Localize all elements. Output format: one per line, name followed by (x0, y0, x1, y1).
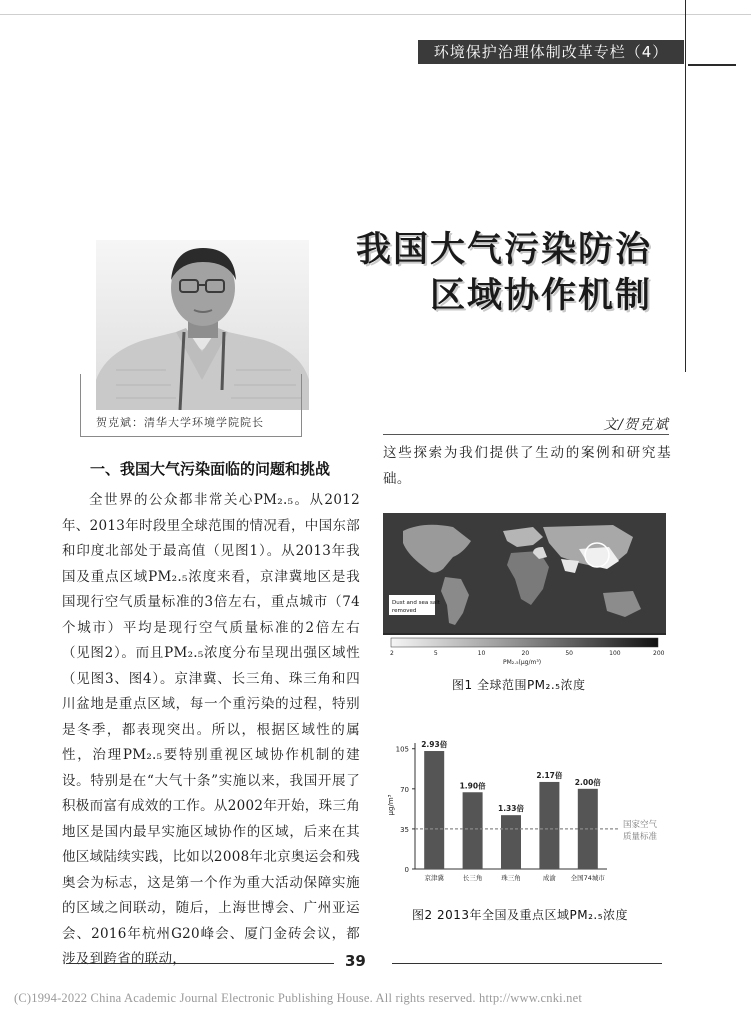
figure1-caption: 图1 全球范围PM₂.₅浓度 (452, 678, 586, 692)
x-tick-label: 珠三角 (501, 874, 521, 882)
y-tick-label: 70 (400, 785, 409, 794)
photo-caption: 贺克斌：清华大学环境学院院长 (96, 416, 264, 429)
y-tick-label: 105 (395, 745, 409, 754)
bar-data-label: 1.33倍 (497, 804, 525, 814)
footer-rule-right (392, 963, 662, 964)
column-banner: 环境保护治理体制改革专栏（4） (418, 40, 684, 64)
page-number: 39 (345, 952, 366, 970)
bar-data-label: 2.17倍 (536, 770, 563, 780)
author-rule (383, 434, 669, 435)
colorbar-label: PM₂.₅(μg/m³) (503, 659, 542, 666)
bar (424, 751, 444, 869)
standard-label-line1: 国家空气 (623, 819, 658, 830)
bar (501, 815, 521, 869)
author-byline: 文/贺克斌 (603, 417, 669, 433)
footer-rule-left (66, 963, 334, 964)
inset-label-line1: Dust and sea salt (392, 600, 440, 606)
banner-rule (688, 64, 736, 66)
article-title-line2: 区域协作机制 (429, 275, 652, 316)
colorbar-tick: 200 (653, 650, 665, 657)
inset-label-line2: removed (392, 608, 417, 614)
figure2-caption: 图2 2013年全国及重点区域PM₂.₅浓度 (412, 908, 629, 922)
section-heading: 一、我国大气污染面临的问题和挑战 (90, 460, 331, 478)
colorbar-tick: 20 (521, 650, 530, 657)
top-rule (0, 14, 751, 15)
bar-data-label: 2.93倍 (421, 740, 448, 750)
y-tick-label: 35 (400, 825, 409, 834)
vertical-rule (685, 0, 686, 372)
figure1-map (383, 513, 666, 666)
x-tick-label: 长三角 (462, 874, 483, 882)
colorbar-tick: 2 (390, 650, 394, 657)
x-tick-label: 京津冀 (424, 874, 444, 882)
figure2-chart (383, 733, 683, 893)
colorbar-tick: 5 (433, 650, 438, 657)
body-column-left (62, 488, 360, 973)
y-tick-label: 0 (404, 866, 409, 874)
x-tick-label: 成渝 (542, 874, 556, 882)
y-axis-label: μg/m³ (387, 794, 395, 816)
body-paragraph: 全世界的公众都非常关心PM₂.₅。从2012年、2013年时段里全球范围的情况看，中国东部和印度北部处于最高值（见图1）。从2013年我国及重点区域PM₂.₅浓度来看，京津冀地区是我国现行空气质量标准的3倍左右，重点城市（74个城市）平均是现行空气质量标准的2倍左右（见图2）。而且PM₂.₅浓度分布呈现出强区域性（见图3、图4）。京津冀、长三角、珠三角和四川盆地是重点区域，每一个重污染的过程，特别是冬季，都表现突出。所以，根据区域性的属性，治理PM₂.₅要特别重视区域协作机制的建设。特别是在“大气十条”实施以来，我国开展了积极而富有成效的工作。从2002年开始，珠三角地区是国内最早实施区域协作的区域，后来在其他区域陆续实践，比如以2008年北京奥运会和残奥会为标志，这是第一个作为重大活动保障实施的区域之间联动，随后，上海世博会、广州亚运会、2016年杭州G20峰会、厦门金砖会议，都涉及到跨省的联动， (62, 492, 360, 967)
copyright-notice: (C)1994-2022 China Academic Journal Electronic Publishing House. All rights reserved. http://www.cnki.net (14, 991, 583, 1005)
x-tick-label: 全国74城市 (570, 874, 605, 882)
body-paragraph-continued: 这些探索为我们提供了生动的案例和研究基础。 (383, 445, 671, 487)
bar (539, 782, 559, 869)
colorbar-tick: 10 (477, 650, 486, 657)
bar (463, 792, 483, 869)
standard-label-line2: 质量标准 (623, 831, 658, 842)
body-column-right (383, 441, 671, 492)
article-title-line1: 我国大气污染防治 (355, 229, 652, 270)
bar-data-label: 1.90倍 (459, 781, 486, 791)
colorbar-tick: 100 (609, 650, 621, 657)
bar-data-label: 2.00倍 (574, 777, 601, 787)
colorbar-tick: 50 (565, 650, 573, 657)
